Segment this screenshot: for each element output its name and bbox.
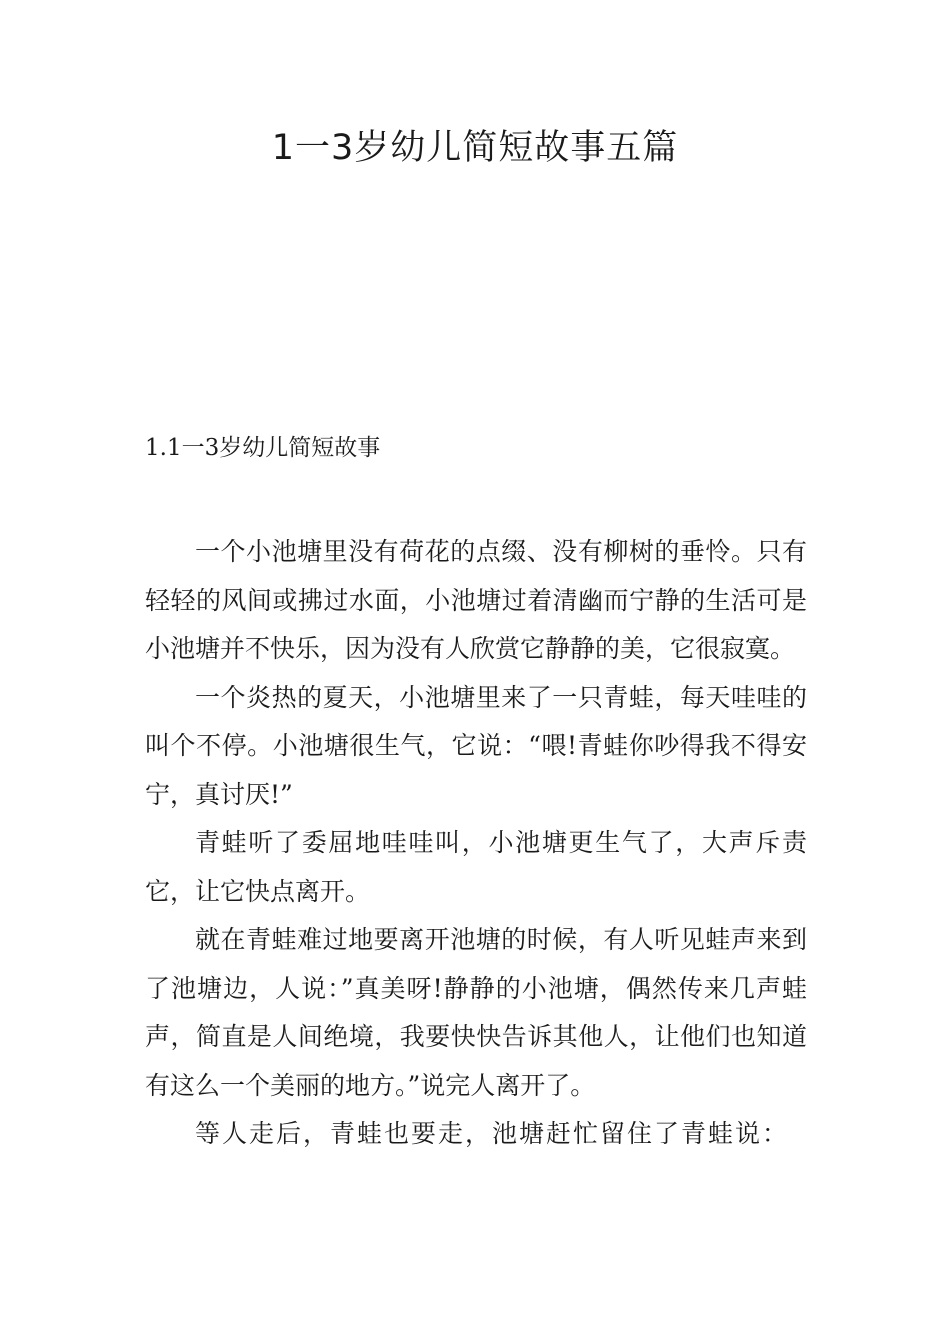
story-paragraph-5: 等人走后，青蛙也要走，池塘赶忙留住了青蛙说： [195, 1119, 790, 1148]
section-heading: 1.1一3岁幼儿简短故事 [145, 435, 381, 461]
story-paragraph-4: 就在青蛙难过地要离开池塘的时候，有人听见蛙声来到了池塘边，人说：”真美呀!静静的小池塘，偶然传来几声蛙声，简直是人间绝境，我要快快告诉其他人，让他们也知道有这么一个美丽的地方。”说完人离开了。 [145, 925, 807, 1100]
story-paragraph-2: 一个炎热的夏天，小池塘里来了一只青蛙，每天哇哇的叫个不停。小池塘很生气，它说：“喂!青蛙你吵得我不得安宁，真讨厌!” [145, 682, 807, 809]
story-paragraph-1: 一个小池塘里没有荷花的点缀、没有柳树的垂怜。只有轻轻的风间或拂过水面，小池塘过着清幽而宁静的生活可是小池塘并不快乐，因为没有人欣赏它静静的美，它很寂寞。 [145, 537, 807, 663]
story-paragraph-3: 青蛙听了委屈地哇哇叫，小池塘更生气了，大声斥责它，让它快点离开。 [145, 828, 807, 906]
story-body [145, 528, 807, 1159]
document-title: 1一3岁幼儿简短故事五篇 [271, 128, 679, 168]
